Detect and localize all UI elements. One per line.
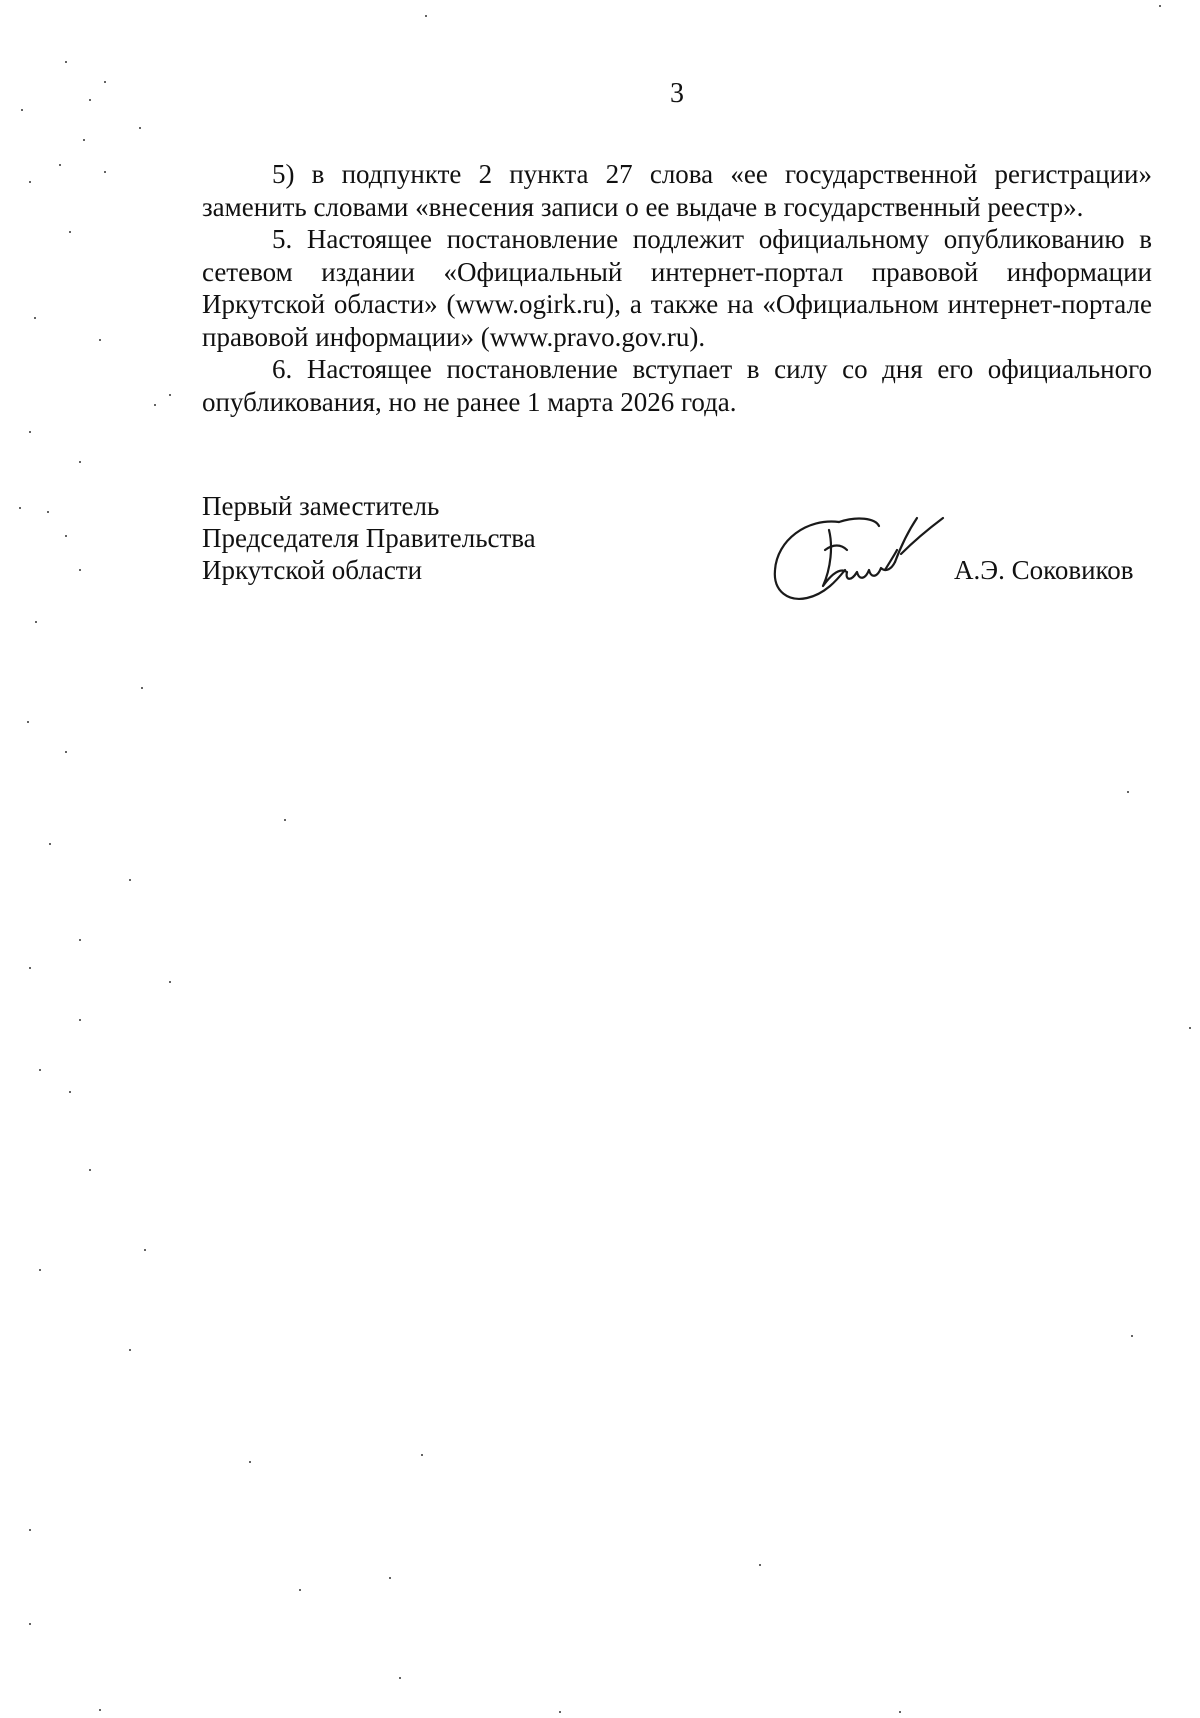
document-body: [202, 158, 1152, 418]
paragraph-publication: 5. Настоящее постановление подлежит официальному опубликованию в сетевом издании «Официальный интернет-портал правовой информации Иркутской области» (www.ogirk.ru), а также на «Официальном интернет-портале правовой информации» (www.pravo.gov.ru).: [202, 224, 1152, 352]
position-line-3: Иркутской области: [202, 555, 423, 585]
position-line-2: Председателя Правительства: [202, 523, 536, 553]
signatory-name: А.Э. Соковиков: [954, 555, 1134, 585]
signatory-position: [202, 490, 536, 586]
signature-block: [202, 490, 1152, 620]
page-number: 3: [670, 78, 684, 109]
position-line-1: Первый заместитель: [202, 491, 440, 521]
paragraph-item-5: 5) в подпункте 2 пункта 27 слова «ее государственной регистрации» заменить словами «внесения записи о ее выдаче в государственный реестр».: [202, 159, 1152, 222]
handwritten-signature: [767, 510, 967, 610]
paragraph-effective-date: 6. Настоящее постановление вступает в силу со дня его официального опубликования, но не ранее 1 марта 2026 года.: [202, 354, 1152, 417]
